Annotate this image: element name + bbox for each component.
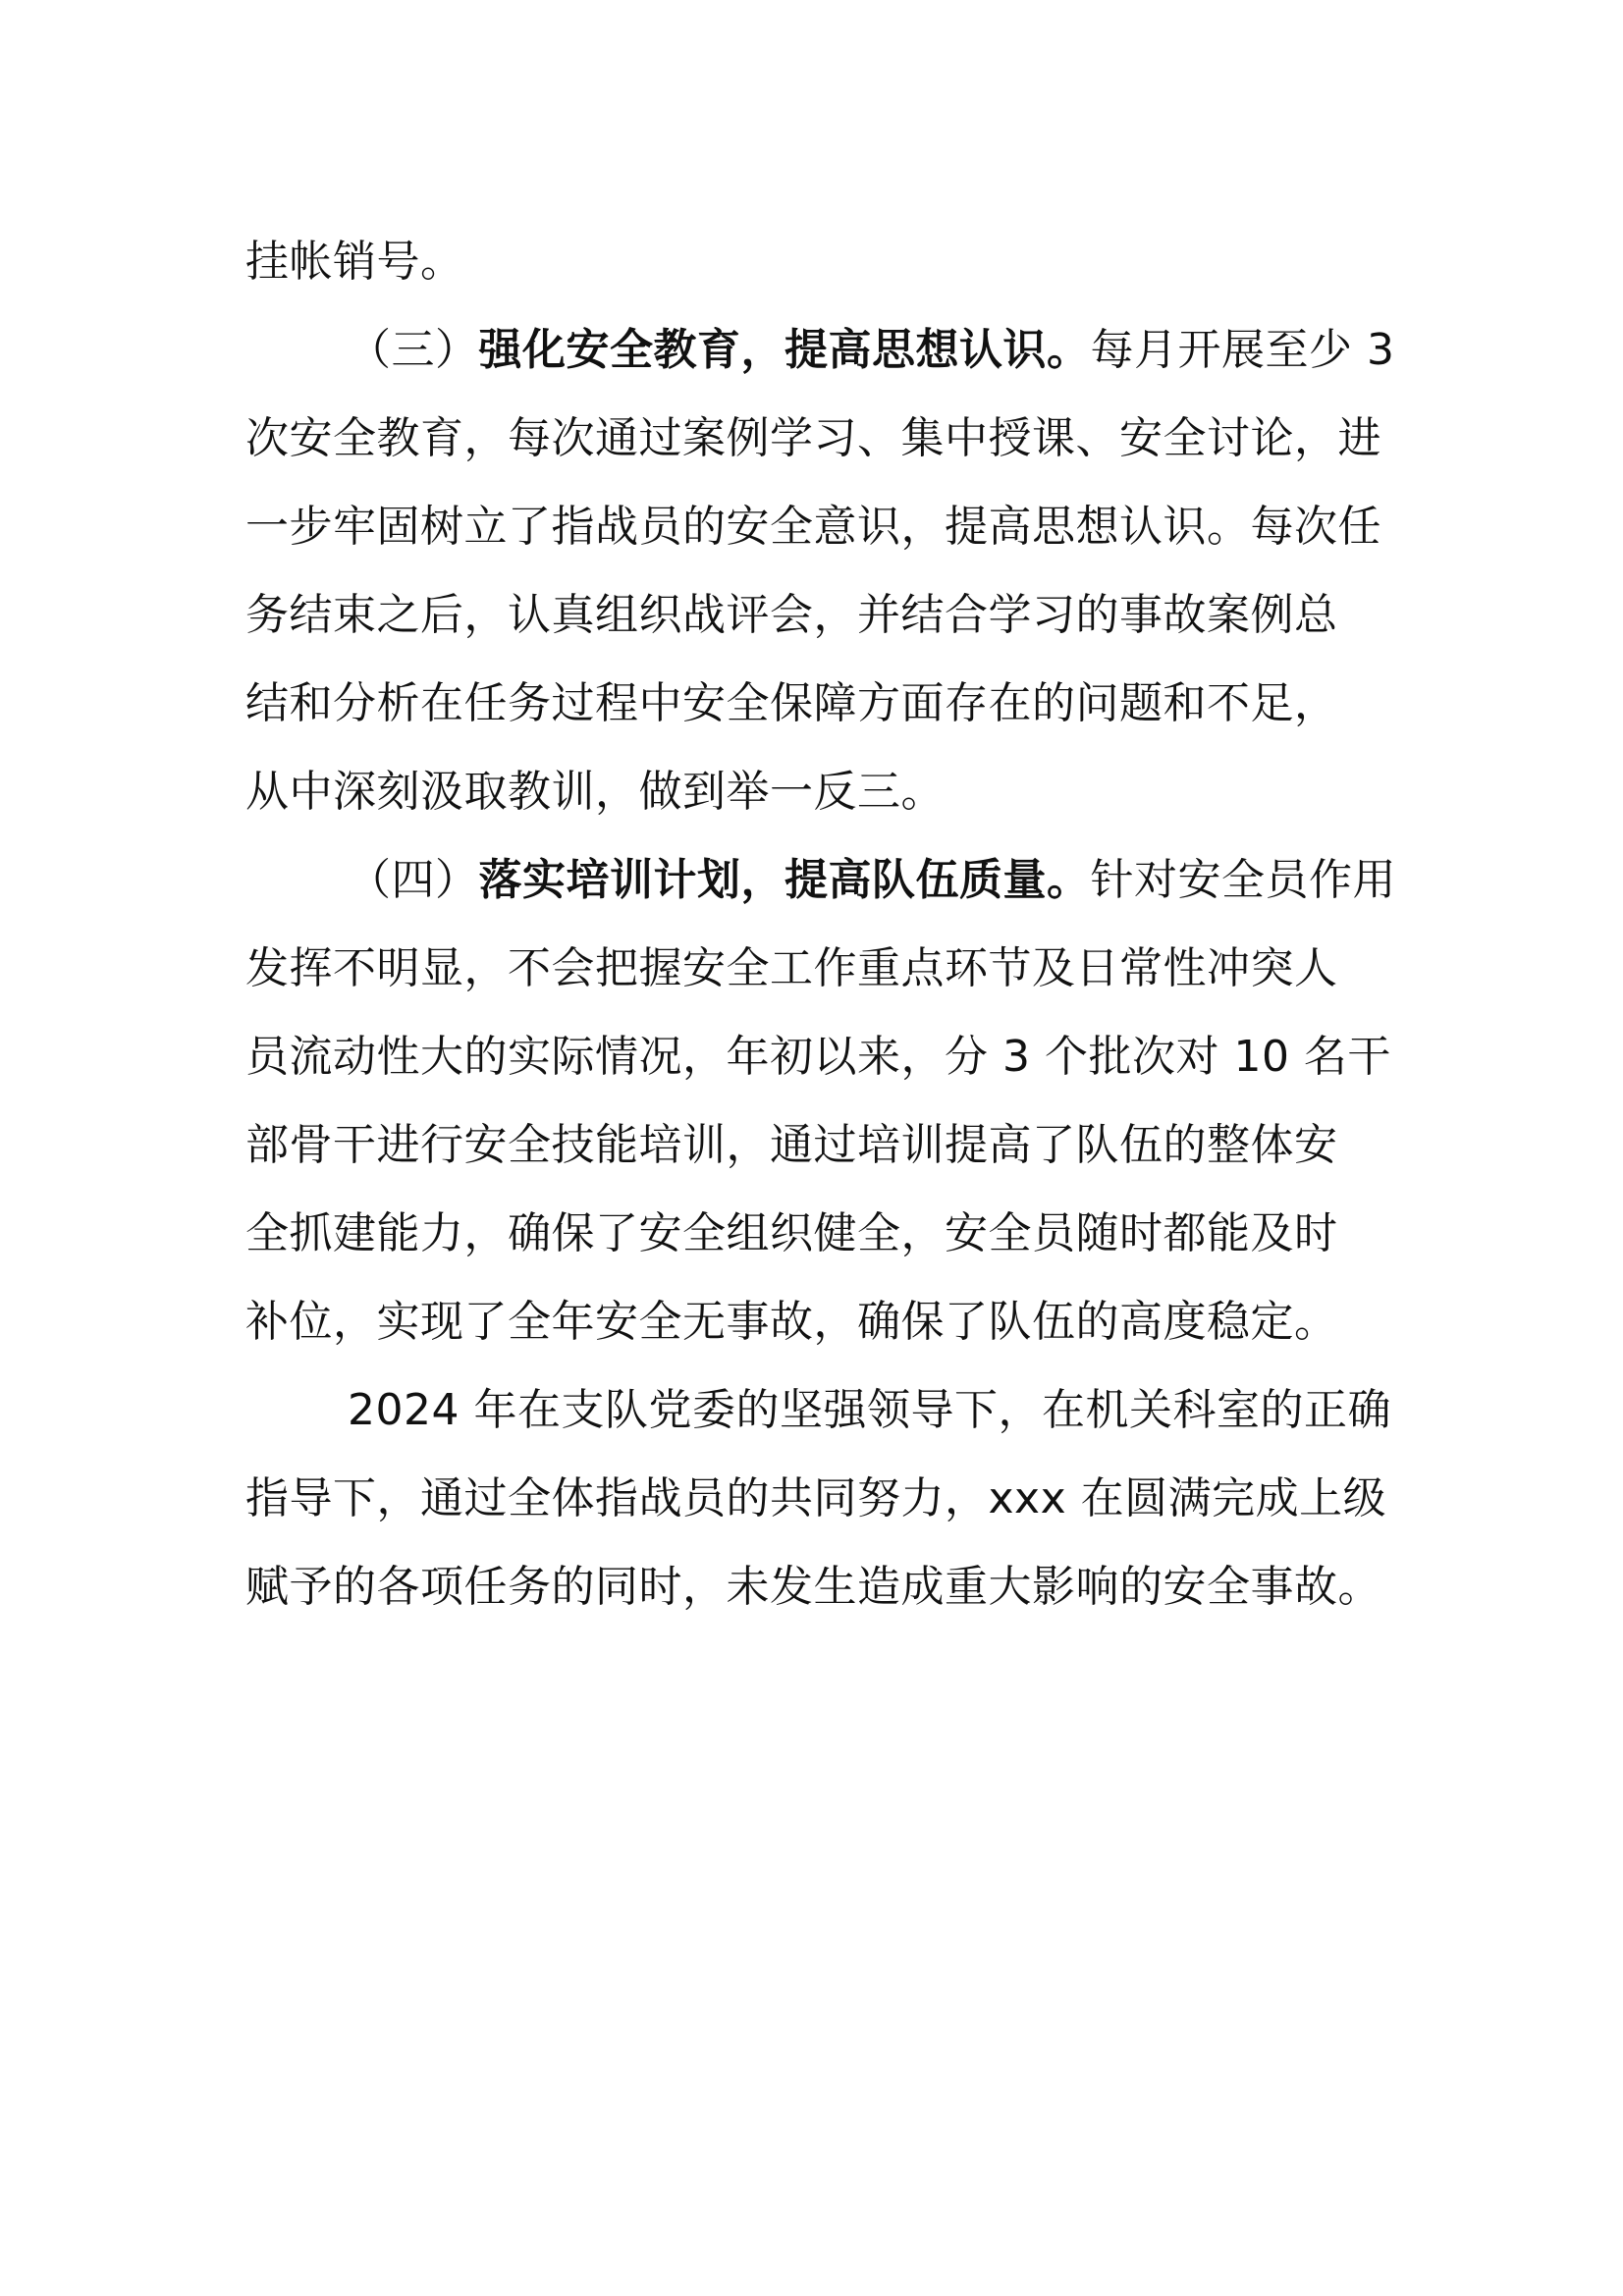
section-3-first-line-rest: 每月开展至少 3	[1090, 325, 1395, 375]
section-3-line: 结和分析在任务过程中安全保障方面存在的问题和不足，	[245, 678, 1338, 728]
section-4-first-line	[245, 836, 1396, 925]
section-4-label: （四）	[348, 855, 479, 905]
section-4-line: 部骨干进行安全技能培训，通过培训提高了队伍的整体安	[245, 1120, 1338, 1170]
conclusion-first-line: 2024 年在支队党委的坚强领导下，在机关科室的正确	[348, 1385, 1391, 1435]
section-4-line: 全抓建能力，确保了安全组织健全，安全员随时都能及时	[245, 1208, 1338, 1258]
conclusion-line: 赋予的各项任务的同时，未发生造成重大影响的安全事故。	[245, 1562, 1381, 1612]
document-body	[245, 218, 1396, 1631]
continuation-line: 挂帐销号。	[245, 237, 464, 287]
section-3-line: 一步牢固树立了指战员的安全意识，提高思想认识。每次任	[245, 502, 1381, 552]
section-4-line: 补位，实现了全年安全无事故，确保了队伍的高度稳定。	[245, 1297, 1338, 1347]
section-3-line: 从中深刻汲取教训，做到举一反三。	[245, 767, 945, 817]
section-3-label: （三）	[348, 325, 479, 375]
section-3-first-line	[245, 306, 1395, 395]
section-4-line: 发挥不明显，不会把握安全工作重点环节及日常性冲突人	[245, 943, 1338, 993]
section-3-line: 次安全教育，每次通过案例学习、集中授课、安全讨论，进	[245, 413, 1381, 463]
section-3-line: 务结束之后，认真组织战评会，并结合学习的事故案例总	[245, 590, 1338, 640]
section-4-heading: 落实培训计划，提高队伍质量。	[478, 855, 1091, 905]
section-4-line: 员流动性大的实际情况，年初以来，分 3 个批次对 10 名干	[245, 1032, 1391, 1082]
section-4-first-line-rest: 针对安全员作用	[1090, 855, 1396, 905]
section-3-heading: 强化安全教育，提高思想认识。	[478, 325, 1091, 375]
conclusion-line: 指导下，通过全体指战员的共同努力，xxx 在圆满完成上级	[245, 1473, 1387, 1523]
